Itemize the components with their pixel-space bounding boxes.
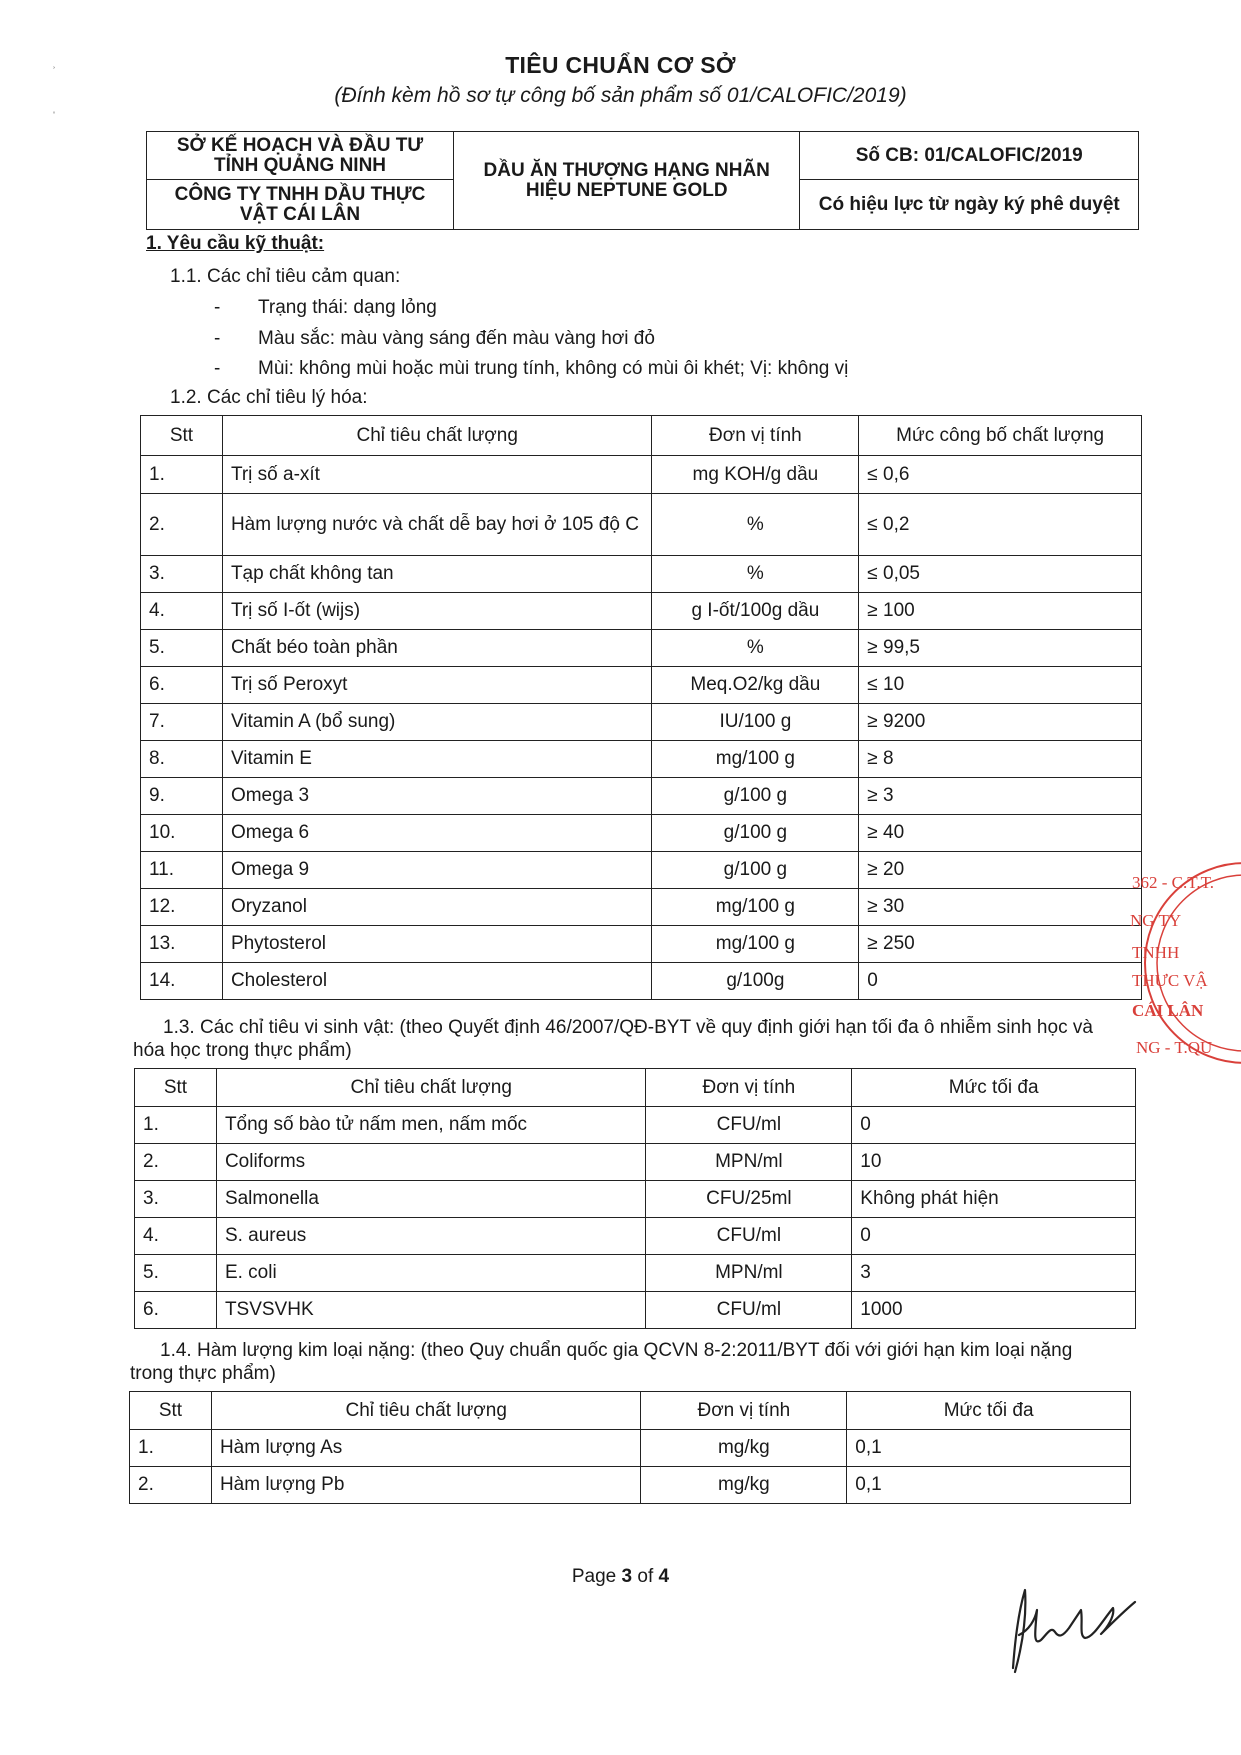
column-header: Đơn vị tính <box>646 1069 852 1107</box>
row-level: ≥ 30 <box>859 889 1142 926</box>
row-criterion: Tổng số bào tử nấm men, nấm mốc <box>216 1107 646 1144</box>
subsection-1-2: 1.2. Các chỉ tiêu lý hóa: <box>170 387 368 408</box>
column-header: Mức tối đa <box>852 1069 1136 1107</box>
row-stt: 9. <box>141 778 223 815</box>
row-criterion: Hàm lượng Pb <box>211 1467 641 1504</box>
stamp-text-line: THỰC VẬ <box>1132 971 1208 990</box>
row-stt: 11. <box>141 852 223 889</box>
row-level: ≤ 0,2 <box>859 494 1142 556</box>
row-unit: mg/kg <box>641 1467 847 1504</box>
table-row <box>141 778 1142 815</box>
row-criterion: Phytosterol <box>222 926 652 963</box>
table-row <box>141 593 1142 630</box>
row-level: ≥ 99,5 <box>859 630 1142 667</box>
row-unit: g I-ốt/100g dầu <box>652 593 859 630</box>
table-row <box>141 889 1142 926</box>
column-header: Stt <box>141 416 223 456</box>
row-unit: mg/100 g <box>652 741 859 778</box>
company-name: CÔNG TY TNHH DẦU THỰC VẬT CÁI LÂN <box>147 180 454 230</box>
table-row <box>141 963 1142 1000</box>
column-header: Chỉ tiêu chất lượng <box>222 416 652 456</box>
row-stt: 6. <box>141 667 223 704</box>
table-row <box>141 494 1142 556</box>
row-level: Không phát hiện <box>852 1181 1136 1218</box>
row-unit: g/100 g <box>652 852 859 889</box>
sensory-item: Mùi: không mùi hoặc mùi trung tính, không có mùi ôi khét; Vị: không vị <box>258 358 849 379</box>
row-stt: 12. <box>141 889 223 926</box>
row-level: ≤ 10 <box>859 667 1142 704</box>
row-stt: 13. <box>141 926 223 963</box>
stamp-text-line: NG TY <box>1130 911 1182 930</box>
row-level: ≥ 250 <box>859 926 1142 963</box>
subsection-1-3: 1.3. Các chỉ tiêu vi sinh vật: (theo Quyết định 46/2007/QĐ-BYT về quy định giới hạn tối đa ô nhiễm sinh học và hóa học trong thực phẩm) <box>133 1017 1093 1061</box>
document-subtitle: (Đính kèm hồ sơ tự công bố sản phẩm số 01/CALOFIC/2019) <box>334 84 907 107</box>
row-criterion: Trị số Peroxyt <box>222 667 652 704</box>
row-criterion: Vitamin A (bổ sung) <box>222 704 652 741</box>
row-level: ≤ 0,05 <box>859 556 1142 593</box>
sensory-item: Trạng thái: dạng lỏng <box>258 297 437 318</box>
section-heading: 1. Yêu cầu kỹ thuật: <box>146 233 325 254</box>
table-row <box>141 704 1142 741</box>
row-criterion: Hàm lượng nước và chất dễ bay hơi ở 105 độ C <box>222 494 652 556</box>
row-level: 0 <box>859 963 1142 1000</box>
row-stt: 8. <box>141 741 223 778</box>
table-row <box>135 1292 1136 1329</box>
effective-date: Có hiệu lực từ ngày ký phê duyệt <box>800 180 1139 230</box>
row-criterion: TSVSVHK <box>216 1292 646 1329</box>
row-unit: mg/100 g <box>652 889 859 926</box>
row-unit: g/100g <box>652 963 859 1000</box>
row-criterion: Trị số a-xít <box>222 456 652 494</box>
row-criterion: Tạp chất không tan <box>222 556 652 593</box>
row-criterion: Omega 3 <box>222 778 652 815</box>
row-stt: 4. <box>141 593 223 630</box>
bullet-dash: - <box>214 328 221 349</box>
row-criterion: Omega 9 <box>222 852 652 889</box>
row-unit: CFU/ml <box>646 1218 852 1255</box>
row-unit: % <box>652 630 859 667</box>
issuer-department: SỞ KẾ HOẠCH VÀ ĐẦU TƯ TỈNH QUẢNG NINH <box>147 132 454 180</box>
row-level: ≥ 40 <box>859 815 1142 852</box>
table-row <box>135 1144 1136 1181</box>
scan-mark: ˌ <box>52 100 56 114</box>
page-total: 4 <box>658 1566 670 1587</box>
table-row <box>141 926 1142 963</box>
company-stamp <box>1120 858 1241 1068</box>
row-stt: 5. <box>141 630 223 667</box>
row-level: 0 <box>852 1218 1136 1255</box>
page-prefix: Page <box>571 1566 617 1587</box>
row-unit: CFU/ml <box>646 1107 852 1144</box>
table-row <box>141 741 1142 778</box>
subsection-1-4: 1.4. Hàm lượng kim loại nặng: (theo Quy chuẩn quốc gia QCVN 8-2:2011/BYT đối với giới hạn kim loại nặng trong thực phẩm) <box>130 1340 1073 1384</box>
document-title: TIÊU CHUẨN CƠ SỞ <box>505 52 736 78</box>
microbiology-table <box>134 1068 1136 1329</box>
stamp-text-line: 362 - C.T.T. <box>1132 873 1214 892</box>
row-level: 1000 <box>852 1292 1136 1329</box>
row-unit: CFU/ml <box>646 1292 852 1329</box>
row-level: ≥ 8 <box>859 741 1142 778</box>
stamp-text-line: NG - T.QU <box>1136 1038 1213 1057</box>
table-row <box>141 456 1142 494</box>
subsection-1-1: 1.1. Các chỉ tiêu cảm quan: <box>170 266 401 287</box>
row-level: 3 <box>852 1255 1136 1292</box>
row-criterion: Salmonella <box>216 1181 646 1218</box>
table-row <box>141 815 1142 852</box>
table-row <box>130 1467 1131 1504</box>
physchem-table <box>140 415 1142 1000</box>
table-row <box>141 556 1142 593</box>
table-row <box>141 667 1142 704</box>
row-stt: 7. <box>141 704 223 741</box>
table-row <box>141 630 1142 667</box>
table-header-row <box>130 1392 1131 1430</box>
row-stt: 4. <box>135 1218 217 1255</box>
row-level: 0,1 <box>847 1467 1131 1504</box>
row-unit: g/100 g <box>652 815 859 852</box>
table-row <box>135 1218 1136 1255</box>
table-row <box>135 1255 1136 1292</box>
row-unit: mg/100 g <box>652 926 859 963</box>
signature <box>985 1580 1145 1680</box>
row-unit: g/100 g <box>652 778 859 815</box>
row-unit: % <box>652 556 859 593</box>
row-unit: CFU/25ml <box>646 1181 852 1218</box>
row-unit: IU/100 g <box>652 704 859 741</box>
column-header: Đơn vị tính <box>641 1392 847 1430</box>
product-name: DẦU ĂN THƯỢNG HẠNG NHÃN HIỆU NEPTUNE GOLD <box>454 132 800 230</box>
table-row <box>135 1107 1136 1144</box>
row-stt: 2. <box>135 1144 217 1181</box>
row-criterion: Cholesterol <box>222 963 652 1000</box>
scan-mark: ˒ <box>52 58 56 72</box>
row-unit: MPN/ml <box>646 1255 852 1292</box>
row-level: ≥ 9200 <box>859 704 1142 741</box>
row-stt: 1. <box>135 1107 217 1144</box>
table-row <box>141 852 1142 889</box>
table-header-row <box>135 1069 1136 1107</box>
row-unit: Meq.O2/kg dầu <box>652 667 859 704</box>
row-criterion: E. coli <box>216 1255 646 1292</box>
page-of: of <box>637 1566 654 1587</box>
row-level: 0,1 <box>847 1430 1131 1467</box>
row-unit: mg KOH/g dầu <box>652 456 859 494</box>
row-stt: 2. <box>130 1467 212 1504</box>
column-header: Chỉ tiêu chất lượng <box>216 1069 646 1107</box>
heavy-metal-table <box>129 1391 1131 1504</box>
row-criterion: Chất béo toàn phần <box>222 630 652 667</box>
row-stt: 2. <box>141 494 223 556</box>
row-criterion: Hàm lượng As <box>211 1430 641 1467</box>
row-level: ≤ 0,6 <box>859 456 1142 494</box>
column-header: Chỉ tiêu chất lượng <box>211 1392 641 1430</box>
row-stt: 14. <box>141 963 223 1000</box>
row-stt: 1. <box>130 1430 212 1467</box>
table-header-row <box>141 416 1142 456</box>
row-level: ≥ 100 <box>859 593 1142 630</box>
row-unit: MPN/ml <box>646 1144 852 1181</box>
column-header: Stt <box>135 1069 217 1107</box>
table-row <box>135 1181 1136 1218</box>
row-stt: 3. <box>141 556 223 593</box>
column-header: Mức công bố chất lượng <box>859 416 1142 456</box>
row-criterion: Coliforms <box>216 1144 646 1181</box>
column-header: Mức tối đa <box>847 1392 1131 1430</box>
bullet-dash: - <box>214 297 221 318</box>
row-level: 10 <box>852 1144 1136 1181</box>
row-unit: mg/kg <box>641 1430 847 1467</box>
column-header: Stt <box>130 1392 212 1430</box>
row-stt: 10. <box>141 815 223 852</box>
row-criterion: S. aureus <box>216 1218 646 1255</box>
row-criterion: Omega 6 <box>222 815 652 852</box>
page-current: 3 <box>621 1566 633 1587</box>
info-header-table <box>146 131 1139 230</box>
row-unit: % <box>652 494 859 556</box>
row-stt: 1. <box>141 456 223 494</box>
row-level: ≥ 3 <box>859 778 1142 815</box>
row-level: 0 <box>852 1107 1136 1144</box>
row-level: ≥ 20 <box>859 852 1142 889</box>
row-criterion: Vitamin E <box>222 741 652 778</box>
column-header: Đơn vị tính <box>652 416 859 456</box>
row-stt: 6. <box>135 1292 217 1329</box>
bullet-dash: - <box>214 358 221 379</box>
stamp-text-line: CÁI LÂN <box>1132 1001 1204 1020</box>
sensory-item: Màu sắc: màu vàng sáng đến màu vàng hơi đỏ <box>258 328 655 349</box>
table-row <box>130 1430 1131 1467</box>
stamp-text-line: TNHH <box>1132 943 1180 962</box>
row-stt: 5. <box>135 1255 217 1292</box>
standard-number: Số CB: 01/CALOFIC/2019 <box>800 132 1139 180</box>
row-criterion: Trị số I-ốt (wijs) <box>222 593 652 630</box>
row-criterion: Oryzanol <box>222 889 652 926</box>
row-stt: 3. <box>135 1181 217 1218</box>
